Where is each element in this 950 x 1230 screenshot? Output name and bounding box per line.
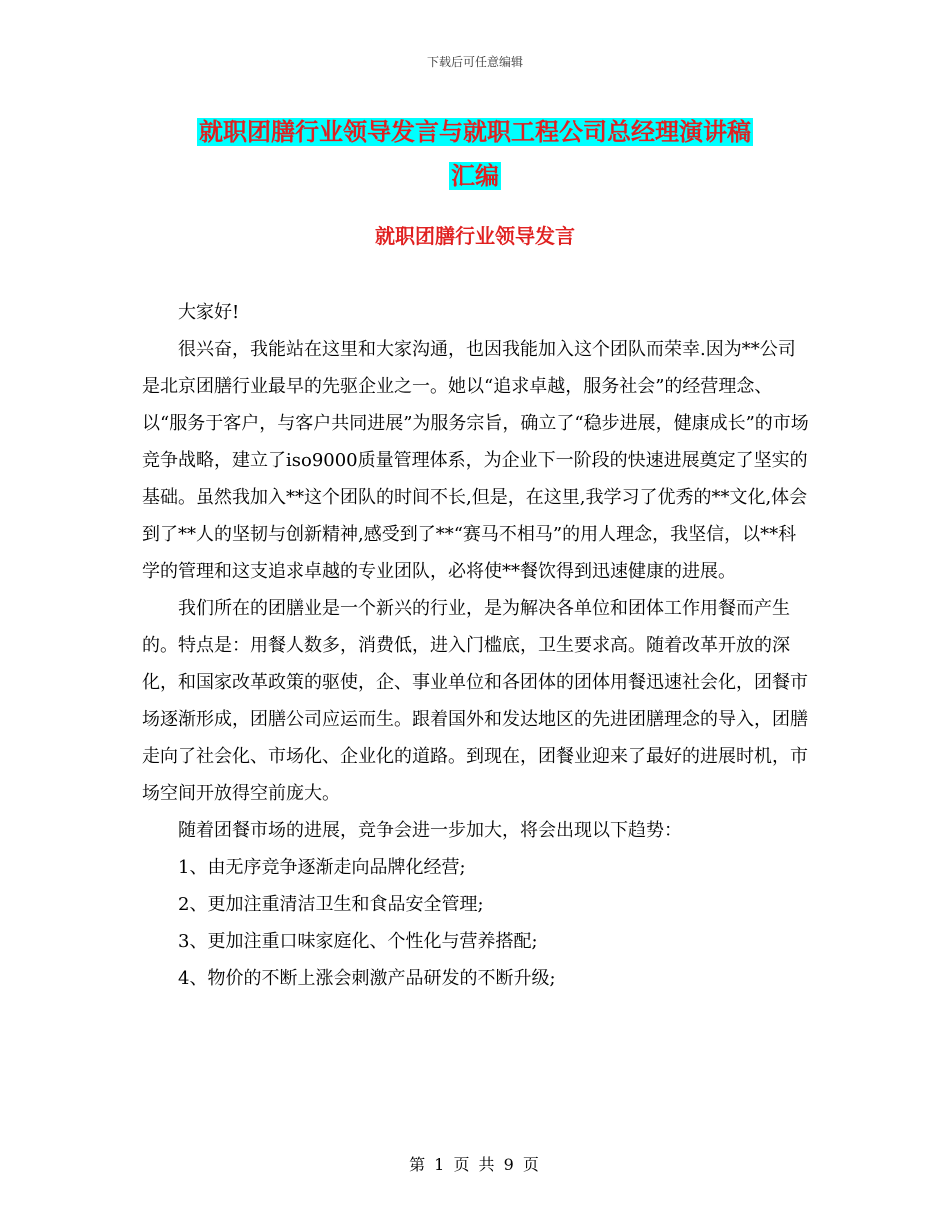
- paragraph: 我们所在的团膳业是一个新兴的行业，是为解决各单位和团体工作用餐而产生的。特点是：用餐人数多，消费低，进入门槛底，卫生要求高。随着改革开放的深化，和国家改革政策的驱使，企、事业单位和各团体的团体用餐迅速社会化，团餐市场逐渐形成，团膳公司应运而生。跟着国外和发达地区的先进团膳理念的导入，团膳走向了社会化、市场化、企业化的道路。到现在，团餐业迎来了最好的进展时机，市场空间开放得空前庞大。: [142, 598, 808, 804]
- list-item: 4、物价的不断上涨会刺激产品研发的不断升级;: [178, 968, 556, 989]
- page-footer: 第 1 页 共 9 页: [409, 1155, 541, 1174]
- document-title-line-2: 汇编: [451, 162, 499, 190]
- paragraph: 很兴奋，我能站在这里和大家沟通，也因我能加入这个团队而荣幸.因为**公司是北京团膳行业最早的先驱企业之一。她以“追求卓越，服务社会”的经营理念、以“服务于客户，与客户共同进展”为服务宗旨，确立了“稳步进展，健康成长”的市场竞争战略，建立了iso9000质量管理体系，为企业下一阶段的快速进展奠定了坚实的基础。虽然我加入**这个团队的时间不长,但是，在这里,我学习了优秀的**文化,体会到了**人的坚韧与创新精神,感受到了**“赛马不相马”的用人理念，我坚信，以**科学的管理和这支追求卓越的专业团队，必将使**餐饮得到迅速健康的进展。: [142, 339, 809, 582]
- paragraph-greeting: 大家好!: [178, 302, 240, 323]
- section-title: 就职团膳行业领导发言: [375, 224, 575, 248]
- list-item: 1、由无序竞争逐渐走向品牌化经营;: [178, 857, 466, 878]
- list-item: 3、更加注重口味家庭化、个性化与营养搭配;: [178, 931, 538, 952]
- document-body: [142, 294, 812, 997]
- list-item: 2、更加注重清洁卫生和食品安全管理;: [178, 894, 484, 915]
- paragraph: 随着团餐市场的进展，竞争会进一步加大，将会出现以下趋势：: [178, 820, 682, 841]
- document-title-line-1: 就职团膳行业领导发言与就职工程公司总经理演讲稿: [199, 118, 751, 146]
- document-title: [0, 110, 950, 198]
- header-note: 下载后可任意编辑: [426, 55, 523, 69]
